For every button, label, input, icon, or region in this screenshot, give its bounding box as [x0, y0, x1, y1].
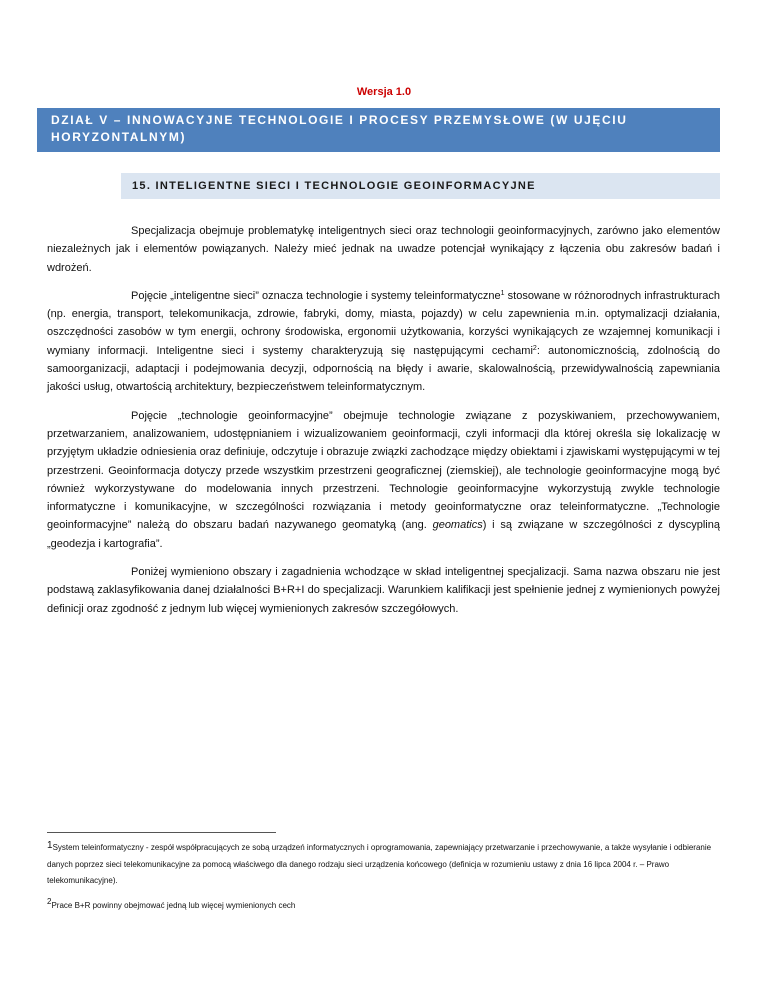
part-heading: DZIAŁ V – INNOWACYJNE TECHNOLOGIE I PROCESY PRZEMYSŁOWE (W UJĘCIU HORYZONTALNYM): [51, 113, 628, 144]
footnote-2: [47, 898, 720, 915]
paragraph-geoinformation: [47, 407, 720, 553]
footnote-ref-2[interactable]: 2: [532, 344, 537, 352]
footnotes: [47, 838, 720, 914]
paragraph-intro: Specjalizacja obejmuje problematykę inteligentnych sieci oraz technologii geoinformacyjnych, zarówno jako elementów niezależnych jak i elementów powiązanych. Należy mieć jednak na uwadze potencjał wynikający z łączenia obu zakresów badań i wdrożeń.: [47, 225, 720, 274]
paragraph-smart-networks-part-b: stosowane w różnorodnych infrastrukturach (np. energia, transport, telekomunikacja, zdrowie, fabryki, domy, miasta, pojazdy) w celu zapewnienia m.in. optymalizacji działania, oszczędności zasobów w tym energii, ochrony środowiska, ergonomii użytkowania, korzyści wynikających ze wzajemnej komunikacji i wymiany informacji. Inteligentne sieci i systemy charakteryzują się następującymi cechami: [47, 289, 721, 357]
footnote-1: [47, 838, 720, 890]
chapter-heading-banner: [121, 173, 720, 199]
footnote-1-mark: 1: [47, 840, 53, 851]
term-geomatics: geomatics: [432, 519, 483, 532]
footnote-1-text: System teleinformatyczny - zespół współpracujących ze sobą urządzeń informatycznych i oprogramowania, zapewniający przetwarzanie i przechowywanie, a także wysyłanie i odbieranie danych poprzez sieci telekomunikacyjne za pomocą właściwego dla danego rodzaju sieci urządzenia końcowego (definicja w rozumieniu ustawy z dnia 16 lipca 2004 r. – Prawo telekomunikacyjne).: [47, 843, 712, 885]
part-heading-banner: [37, 108, 720, 152]
footnote-2-text: Prace B+R powinny obejmować jedną lub więcej wymienionych cech: [51, 900, 296, 910]
paragraph-smart-networks-part-a: Pojęcie „inteligentne sieci” oznacza technologie i systemy teleinformatyczne: [131, 289, 501, 302]
paragraph-geoinformation-part-a: Pojęcie „technologie geoinformacyjne” obejmuje technologie związane z pozyskiwaniem, przechowywaniem, przetwarzaniem, analizowaniem, udostępnianiem i wizualizowaniem geoinformacji, czyli informacji dla której określa się lokalizację w przyjętym układzie odniesienia oraz definiuje, odczytuje i obrazuje związki zachodzące między obiektami i zjawiskami występującymi w tej przestrzeni. Geoinformacja dotyczy przede wszystkim przestrzeni geograficznej (ziemskiej), ale technologie geoinformacyjne mogą być również wykorzystywane do modelowania innych przestrzeni. Technologie geoinformacyjne wykorzystują zwykle technologie informatyczne i komunikacyjne, w szczególności rozwiązania i metody geoinformatyczne oraz teleinformatyczne. „Technologie geoinformacyjne” należą do obszaru badań nazywanego geomatyką (ang.: [47, 409, 720, 532]
paragraph-smart-networks: [47, 287, 720, 397]
paragraph-smart-networks-part-c: : autonomicznością, zdolnością do samoorganizacji, adaptacji i podejmowania decyzji, odpornością na błędy i awarie, skalowalnością, przewidywalnością zapewniania jakości usług, otwartością architektury, bezpieczeństwem teleinformatycznym.: [47, 344, 721, 394]
footnote-ref-1[interactable]: 1: [500, 289, 505, 297]
chapter-heading: 15. INTELIGENTNE SIECI I TECHNOLOGIE GEOINFORMACYJNE: [132, 180, 536, 192]
paragraph-scope: Poniżej wymieniono obszary i zagadnienia wchodzące w skład inteligentnej specjalizacji. Sama nazwa obszaru nie jest podstawą zaklasyfikowania danej działalności B+R+I do specjalizacji. Warunkiem kalifikacji jest spełnienie jednej z wymienionych powyżej definicji oraz zgodność z jednym lub więcej wymienionych zakresów szczegółowych.: [47, 566, 720, 615]
body-text: [47, 222, 720, 628]
footnote-separator: [47, 832, 276, 833]
paragraph-geoinformation-part-b: ) i są związane w szczególności z dyscypliną „geodezja i kartografia”.: [47, 519, 720, 550]
footnote-2-mark: 2: [47, 896, 52, 906]
version-label: Wersja 1.0: [356, 86, 412, 98]
